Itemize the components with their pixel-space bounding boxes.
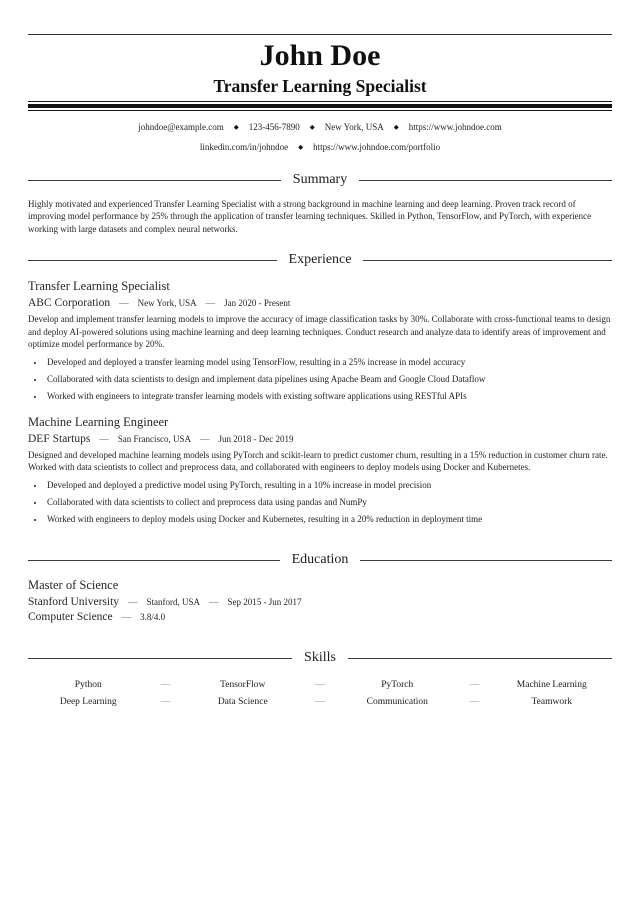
skill-separator-dash: — — [160, 696, 171, 707]
section-header-experience — [28, 252, 612, 269]
job-bullet-list — [28, 480, 612, 526]
job-meta-row — [28, 433, 612, 445]
section-rule-right — [348, 658, 612, 659]
separator-dash: — — [99, 434, 109, 445]
skill-separator-dash: — — [469, 696, 480, 707]
education-field-row — [28, 611, 612, 623]
contact-email: johndoe@example.com — [138, 122, 224, 133]
job-description: Designed and developed machine learning models using PyTorch and scikit-learn to predict customer churn, resulting in a 15% reduction in customer churn rate. Worked with data scientists to collect and preprocess data, and collaborated with engineers to deploy models using Docker and Kubernetes. — [28, 449, 608, 473]
separator-dash: — — [205, 299, 216, 310]
job-bullet: • Collaborated with data scientists to design and implement data pipelines using Apache Beam and Google Cloud Dataflow — [45, 374, 612, 385]
skill-separator-dash: — — [469, 680, 480, 691]
header-divider — [28, 101, 612, 112]
job-description: Develop and implement transfer learning models to improve the accuracy of image classification tasks by 30%. Collaborate with cross-functional teams to design and deploy AI-powered solutions using machine learning and deep learning techniques. Conduct research and analyze data to identify areas of improvement and optimize model performance by 20%. — [28, 314, 611, 350]
separator-dash: — — [121, 613, 132, 624]
skill-item: Machine Learning — [516, 680, 587, 691]
job-bullet: • Developed and deployed a transfer learning model using TensorFlow, resulting in a 25% increase in model accuracy — [45, 357, 612, 368]
job-bullet-list — [28, 357, 612, 403]
top-divider — [28, 34, 612, 35]
headline: Transfer Learning Specialist — [213, 75, 427, 96]
divider-line-thin-bottom — [28, 110, 612, 112]
skill-separator-dash: — — [315, 680, 325, 691]
company-name: ABC Corporation — [28, 297, 111, 310]
education-dates: Sep 2015 - Jun 2017 — [227, 597, 302, 608]
job-bullet: • Collaborated with data scientists to collect and preprocess data using pandas and NumPy — [45, 497, 612, 508]
diamond-icon: ◆ — [298, 143, 304, 152]
section-rule-left — [28, 260, 277, 261]
section-title-summary: Summary — [292, 171, 348, 187]
diamond-icon: ◆ — [393, 123, 399, 132]
experience-entry-2 — [28, 415, 612, 526]
skill-separator-dash: — — [160, 680, 171, 691]
job-bullet: • Developed and deployed a predictive model using PyTorch, resulting in a 10% increase in model precision — [45, 480, 612, 491]
skill-item: Teamwork — [531, 696, 572, 707]
section-rule-right — [363, 260, 612, 261]
job-title: Machine Learning Engineer — [28, 414, 169, 429]
section-rule-left — [28, 658, 292, 659]
diamond-icon: ◆ — [309, 123, 315, 132]
separator-dash: — — [209, 598, 219, 609]
job-meta-row — [28, 297, 612, 309]
gpa-value: 3.8/4.0 — [140, 612, 166, 623]
education-meta-row — [28, 596, 612, 608]
diamond-icon: ◆ — [233, 123, 239, 132]
contact-website: https://www.johndoe.com — [408, 122, 502, 133]
separator-dash: — — [128, 598, 138, 609]
separator-dash: — — [119, 299, 129, 310]
school-location: Stanford, USA — [146, 597, 201, 608]
skill-item: Python — [74, 680, 102, 691]
education-entry — [28, 578, 612, 623]
contact-linkedin: linkedin.com/in/johndoe — [199, 142, 289, 153]
skill-item: Communication — [366, 696, 428, 707]
job-dates: Jan 2020 - Present — [224, 298, 291, 309]
section-header-summary — [28, 172, 612, 189]
company-name: DEF Startups — [28, 432, 91, 445]
contact-row-2 — [28, 142, 612, 153]
job-bullet: • Worked with engineers to deploy models using Docker and Kubernetes, resulting in a 20% reduction in deployment time — [45, 514, 612, 525]
contact-row-1 — [28, 122, 612, 133]
summary-text: Highly motivated and experienced Transfer Learning Specialist with a strong background in machine learning and deep learning. Proven track record of improving model performance by 25% through the application of transfer learning techniques. Skilled in Python, TensorFlow, and PyTorch, with experience working with large datasets and complex neural networks. — [28, 198, 592, 234]
contact-location: New York, USA — [324, 122, 384, 133]
section-title-skills: Skills — [304, 650, 336, 666]
job-dates: Jun 2018 - Dec 2019 — [218, 433, 294, 444]
skill-item: Data Science — [217, 696, 268, 707]
page-title: John Doe — [259, 39, 381, 72]
skill-item: TensorFlow — [220, 680, 266, 691]
contact-phone: 123-456-7890 — [248, 122, 300, 133]
job-location: San Francisco, USA — [117, 433, 192, 444]
section-rule-left — [28, 560, 280, 561]
contact-portfolio: https://www.johndoe.com/portfolio — [313, 142, 441, 153]
section-rule-right — [359, 180, 612, 181]
job-title: Transfer Learning Specialist — [28, 279, 170, 294]
section-header-skills — [28, 650, 612, 667]
section-title-experience: Experience — [288, 252, 352, 268]
degree-title: Master of Science — [28, 578, 119, 593]
job-bullet: • Worked with engineers to integrate transfer learning models with existing software applications using RESTful APIs — [45, 391, 612, 402]
skills-grid — [28, 680, 612, 708]
skill-separator-dash: — — [315, 696, 325, 707]
section-title-education: Education — [291, 551, 349, 567]
skill-item: Deep Learning — [59, 696, 117, 707]
job-location: New York, USA — [137, 298, 197, 309]
school-name: Stanford University — [28, 596, 120, 609]
field-of-study: Computer Science — [28, 611, 113, 624]
separator-dash: — — [200, 434, 210, 445]
experience-entry-1 — [28, 279, 612, 403]
section-rule-left — [28, 180, 281, 181]
section-rule-right — [360, 560, 612, 561]
section-header-education — [28, 552, 612, 569]
skill-item: PyTorch — [381, 680, 414, 691]
